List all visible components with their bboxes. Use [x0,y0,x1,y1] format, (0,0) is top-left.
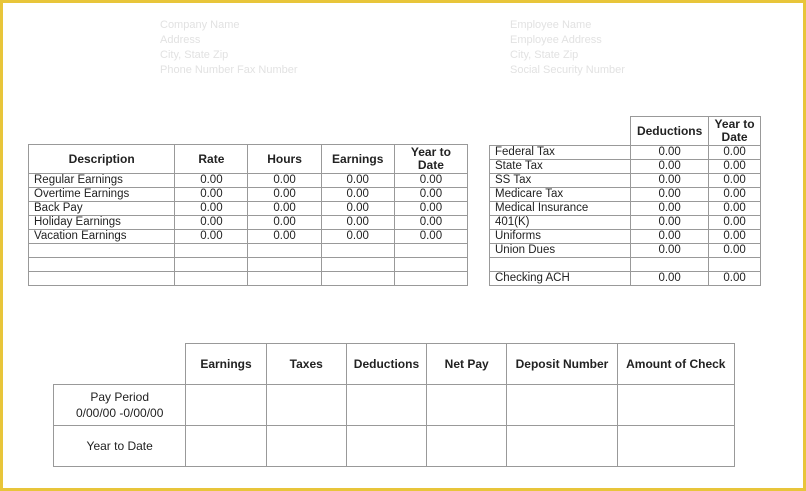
row-value: 0.00 [709,174,761,188]
summary-header-row [54,344,735,385]
table-cell [186,426,266,467]
row-value: 0.00 [394,188,467,202]
row-label: Union Dues [490,244,631,258]
table-row [29,258,468,272]
table-cell [186,385,266,426]
row-label: Medical Insurance [490,202,631,216]
row-label: 401(K) [490,216,631,230]
table-row [490,272,761,286]
row-value: 0.00 [631,202,709,216]
row-value: 0.00 [631,230,709,244]
row-value: 0.00 [709,272,761,286]
col-description: Description [29,145,175,174]
row-value [321,258,394,272]
table-cell [266,426,346,467]
row-label [490,258,631,272]
deductions-corner [490,117,631,146]
row-value [321,272,394,286]
table-row [29,272,468,286]
row-value: 0.00 [631,216,709,230]
table-cell [427,426,507,467]
row-value [248,258,321,272]
row-value: 0.00 [394,174,467,188]
row-value [175,272,248,286]
row-value: 0.00 [394,216,467,230]
table-cell [617,385,734,426]
table-row [490,188,761,202]
table-cell [346,385,426,426]
row-value: 0.00 [709,244,761,258]
earnings-table [28,144,468,286]
table-row [490,244,761,258]
row-value: 0.00 [631,188,709,202]
table-row [29,244,468,258]
row-label: SS Tax [490,174,631,188]
table-row [29,188,468,202]
company-info-faint [160,18,298,78]
table-cell [346,426,426,467]
row-value: 0.00 [709,216,761,230]
table-row [490,160,761,174]
col-sum-taxes: Taxes [266,344,346,385]
col-sum-netpay: Net Pay [427,344,507,385]
row-value [709,258,761,272]
row-value [175,258,248,272]
row-label: Holiday Earnings [29,216,175,230]
row-value: 0.00 [248,174,321,188]
row-value [248,244,321,258]
table-row [490,216,761,230]
employee-info-faint [510,18,625,78]
row-value: 0.00 [321,230,394,244]
col-sum-deposit: Deposit Number [507,344,617,385]
pay-period-label: Pay Period [90,390,150,404]
row-value [394,258,467,272]
row-value: 0.00 [175,202,248,216]
company-city: City, State Zip [160,49,229,61]
row-value: 0.00 [709,202,761,216]
row-value: 0.00 [175,216,248,230]
table-row [29,216,468,230]
table-cell [507,426,617,467]
row-value: 0.00 [709,146,761,160]
pay-period-value: 0/00/00 -0/00/00 [75,406,164,420]
col-sum-earnings: Earnings [186,344,266,385]
row-label: Vacation Earnings [29,230,175,244]
pay-period-row [54,385,735,426]
company-name: Company Name [160,19,240,31]
row-label: State Tax [490,160,631,174]
row-value: 0.00 [709,160,761,174]
row-value: 0.00 [631,272,709,286]
col-deductions: Deductions [631,117,709,146]
ytd-label: Year to Date [54,426,186,467]
row-value [631,258,709,272]
row-value [321,244,394,258]
table-row [29,174,468,188]
table-row [490,258,761,272]
pay-period-cell [54,385,186,426]
row-value [175,244,248,258]
row-value [248,272,321,286]
table-cell [617,426,734,467]
table-row [490,202,761,216]
row-value: 0.00 [321,188,394,202]
row-label: Overtime Earnings [29,188,175,202]
table-row [490,230,761,244]
row-value: 0.00 [321,174,394,188]
earnings-header-row [29,145,468,174]
employee-address: Employee Address [510,34,602,46]
row-value: 0.00 [248,216,321,230]
row-value: 0.00 [248,188,321,202]
row-value: 0.00 [394,202,467,216]
row-value: 0.00 [631,146,709,160]
table-row [29,230,468,244]
col-earnings: Earnings [321,145,394,174]
summary-corner [54,344,186,385]
row-value [394,272,467,286]
employee-ssn: Social Security Number [510,64,625,76]
table-row [29,202,468,216]
col-ytd: Year to Date [394,145,467,174]
table-cell [266,385,346,426]
row-value: 0.00 [321,216,394,230]
row-value: 0.00 [631,174,709,188]
ytd-row [54,426,735,467]
col-sum-deductions: Deductions [346,344,426,385]
row-value: 0.00 [248,230,321,244]
company-phone: Phone Number Fax Number [160,64,298,76]
row-value: 0.00 [394,230,467,244]
employee-city: City, State Zip [510,49,579,61]
row-value: 0.00 [631,244,709,258]
row-label: Regular Earnings [29,174,175,188]
col-hours: Hours [248,145,321,174]
col-sum-amount: Amount of Check [617,344,734,385]
deductions-table [489,116,761,286]
row-value: 0.00 [709,188,761,202]
table-row [490,146,761,160]
row-value [394,244,467,258]
row-value: 0.00 [175,230,248,244]
row-value: 0.00 [631,160,709,174]
row-label [29,244,175,258]
deductions-header-row [490,117,761,146]
row-value: 0.00 [709,230,761,244]
row-label [29,258,175,272]
summary-table [53,343,735,467]
row-value: 0.00 [248,202,321,216]
table-cell [507,385,617,426]
row-label [29,272,175,286]
row-value: 0.00 [321,202,394,216]
employee-name: Employee Name [510,19,592,31]
row-value: 0.00 [175,188,248,202]
col-deductions-ytd: Year to Date [709,117,761,146]
row-label: Medicare Tax [490,188,631,202]
row-label: Uniforms [490,230,631,244]
company-address: Address [160,34,201,46]
row-label: Back Pay [29,202,175,216]
row-label: Federal Tax [490,146,631,160]
col-rate: Rate [175,145,248,174]
table-row [490,174,761,188]
table-cell [427,385,507,426]
row-label: Checking ACH [490,272,631,286]
row-value: 0.00 [175,174,248,188]
